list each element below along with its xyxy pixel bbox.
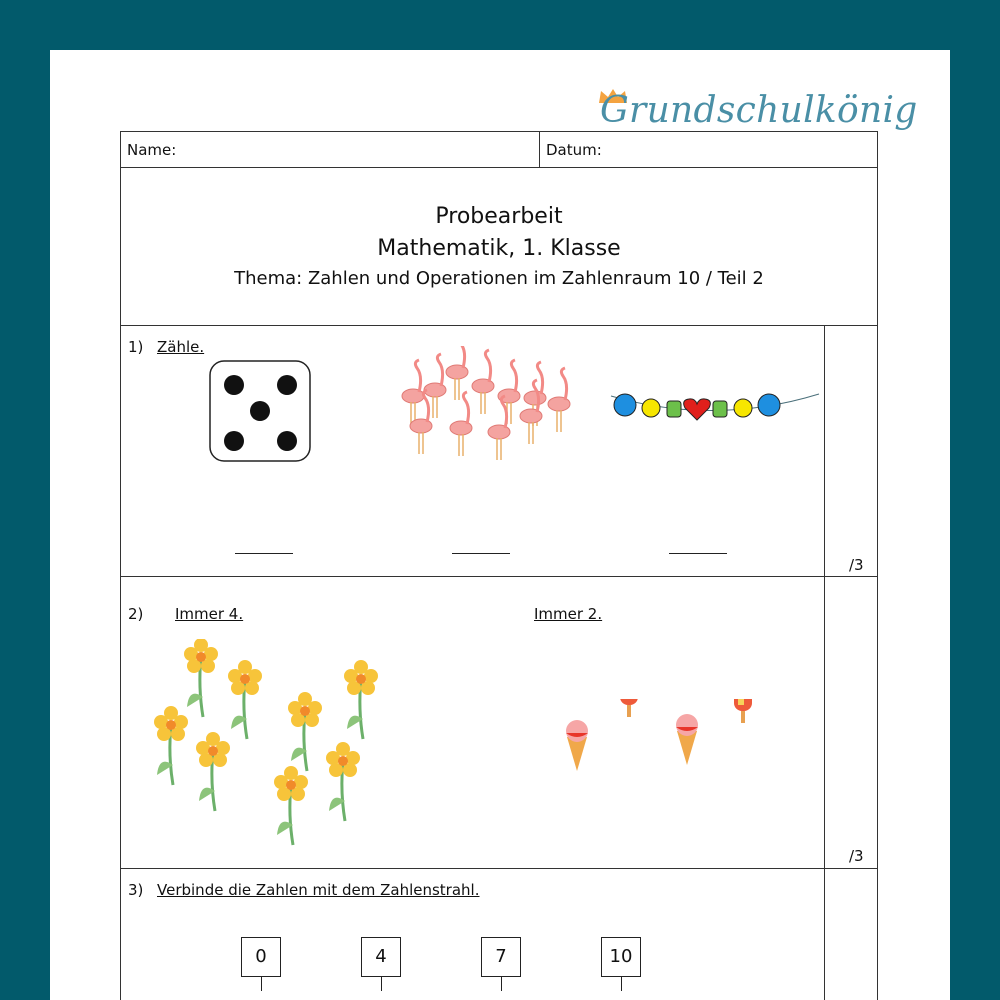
number-card-10[interactable]: 10	[601, 937, 641, 977]
dice-five-icon	[209, 360, 311, 462]
task-2-instruction-left: Immer 4.	[175, 605, 244, 623]
task-3-number: 3)	[128, 881, 144, 899]
answer-blank-1[interactable]	[235, 553, 293, 554]
connector-10	[621, 977, 622, 991]
page-title: Probearbeit	[435, 204, 563, 229]
task-2-instruction-right: Immer 2.	[534, 605, 603, 623]
task-1-number: 1)	[128, 338, 144, 356]
task-2-score-cell	[824, 576, 878, 869]
task-1-score-cell	[824, 325, 878, 577]
subject-title: Mathematik, 1. Klasse	[377, 236, 621, 261]
task-2-box	[120, 576, 825, 869]
number-card-0[interactable]: 0	[241, 937, 281, 977]
title-box	[120, 167, 878, 326]
connector-7	[501, 977, 502, 991]
bead-necklace-icon	[609, 382, 821, 432]
ice-creams-icon	[549, 699, 774, 874]
task-3-score-cell	[824, 868, 878, 1000]
name-cell[interactable]	[120, 131, 540, 168]
task-2-number: 2)	[128, 605, 144, 623]
worksheet	[50, 50, 950, 1000]
brand-name: Grundschulkönig	[600, 90, 918, 131]
task-1-box	[120, 325, 825, 577]
connector-0	[261, 977, 262, 991]
task-3-box	[120, 868, 825, 1000]
task-3-instruction: Verbinde die Zahlen mit dem Zahlenstrahl.	[157, 881, 480, 899]
task-1-instruction: Zähle.	[157, 338, 205, 356]
answer-blank-3[interactable]	[669, 553, 727, 554]
connector-4	[381, 977, 382, 991]
name-label: Name:	[127, 141, 177, 159]
number-card-4[interactable]: 4	[361, 937, 401, 977]
topic-title: Thema: Zahlen und Operationen im Zahlenraum 10 / Teil 2	[234, 268, 764, 289]
number-card-7[interactable]: 7	[481, 937, 521, 977]
daffodils-icon	[153, 639, 385, 854]
date-label: Datum:	[546, 141, 602, 159]
task-2-score: /3	[849, 847, 864, 865]
answer-blank-2[interactable]	[452, 553, 510, 554]
flamingos-icon	[393, 346, 571, 471]
task-1-score: /3	[849, 556, 864, 574]
date-cell[interactable]	[539, 131, 878, 168]
